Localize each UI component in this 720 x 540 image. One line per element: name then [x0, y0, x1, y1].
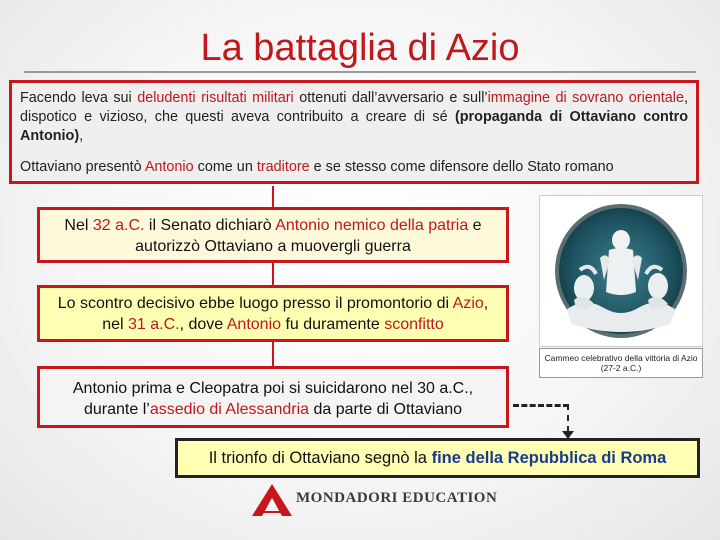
intro-paragraph-1 — [20, 89, 688, 146]
event-box-30bc — [37, 366, 509, 428]
intro-text: e se stesso come difensore dello Stato romano — [309, 159, 614, 175]
conclusion-highlight: fine della Repubblica di Roma — [431, 449, 667, 467]
intro-highlight-antonio: Antonio — [144, 159, 194, 175]
event-place: Azio — [452, 295, 484, 312]
event-text: da parte di Ottaviano — [309, 401, 463, 418]
event-highlight: sconfitto — [384, 316, 444, 333]
event-text: e autorizzò Ottaviano a muovergli guerra — [135, 217, 482, 255]
intro-highlight-sovereign: immagine di sovrano orientale — [487, 90, 685, 106]
event-highlight: assedio di Alessandria — [149, 401, 310, 418]
intro-text: , — [79, 128, 84, 144]
conclusion-box — [175, 438, 700, 478]
event-box-31bc — [37, 285, 509, 342]
publisher-name: MONDADORI EDUCATION — [296, 490, 498, 506]
cameo-image — [539, 195, 703, 347]
connector-line — [272, 263, 274, 285]
dashed-connector — [567, 404, 569, 432]
event-text: , nel — [102, 295, 489, 333]
event-highlight: Antonio — [226, 316, 282, 333]
cameo-picture — [544, 200, 698, 342]
intro-highlight-military: deludenti risultati militari — [137, 90, 294, 106]
dashed-connector — [513, 404, 569, 407]
intro-text: Ottaviano presentò — [20, 159, 145, 175]
event-text: fu duramente — [281, 316, 385, 333]
intro-propaganda: (propaganda di Ottaviano contro Antonio) — [20, 109, 689, 144]
event-text: Nel — [64, 217, 93, 234]
event-text: il Senato dichiarò — [144, 217, 276, 234]
event-highlight: Antonio nemico della patria — [275, 217, 469, 234]
intro-highlight-traitor: traditore — [256, 159, 310, 175]
event-text: , dove — [179, 316, 227, 333]
mondadori-logo-icon — [250, 482, 294, 518]
event-date: 31 a.C. — [128, 316, 180, 333]
slide-title: La battaglia di Azio — [200, 27, 520, 69]
conclusion-text: Il trionfo di Ottaviano segnò la — [208, 449, 432, 467]
connector-line — [272, 342, 274, 366]
intro-paragraph-2 — [20, 158, 688, 177]
event-date: 32 a.C. — [92, 217, 145, 234]
connector-line — [272, 186, 274, 207]
intro-text: , dispotico e vizioso, che questi aveva contribuito a creare di sé — [20, 90, 689, 125]
event-box-32bc — [37, 207, 509, 263]
intro-text: Facendo leva sui — [20, 90, 138, 106]
intro-text: ottenuti dall’avversario e sull’ — [293, 90, 488, 106]
image-caption: Cammeo celebrativo della vittoria di Azio (27-2 a.C.) — [539, 348, 703, 378]
intro-box — [9, 80, 699, 184]
event-text: Antonio prima e Cleopatra poi si suicidarono nel 30 a.C., durante l’ — [72, 380, 474, 418]
intro-text: come un — [193, 159, 257, 175]
event-text: Lo scontro decisivo ebbe luogo presso il promontorio di — [57, 295, 453, 312]
title-divider — [24, 71, 696, 73]
